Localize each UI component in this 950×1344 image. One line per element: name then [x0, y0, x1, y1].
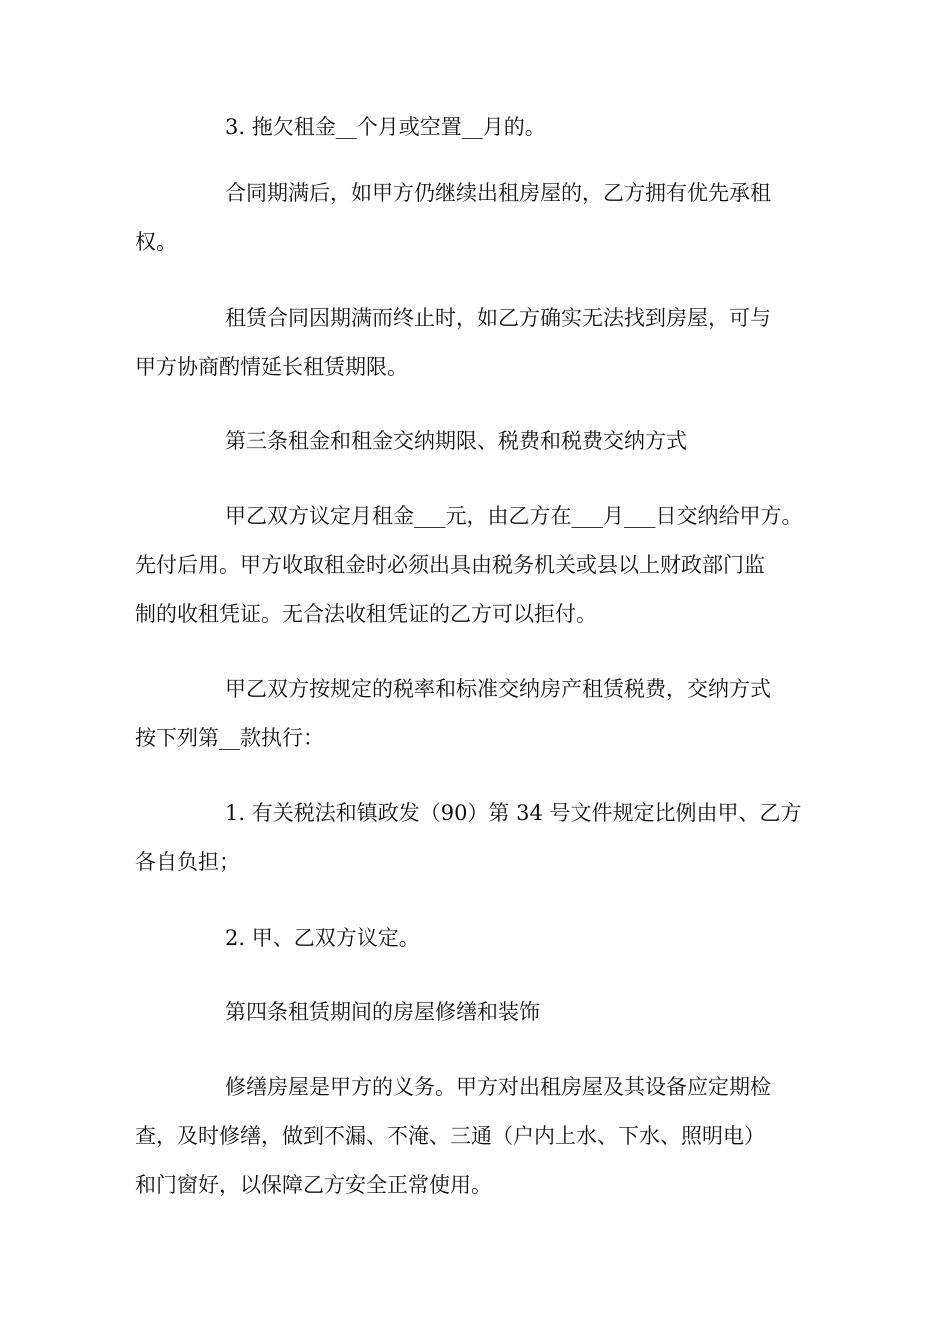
text-line: 权。	[135, 230, 177, 254]
text-line: 先付后用。甲方收取租金时必须出具由税务机关或县以上财政部门监	[135, 553, 765, 577]
paragraph-monthly-rent	[135, 500, 835, 647]
text-line: 第四条租赁期间的房屋修缮和装饰	[225, 1000, 540, 1024]
text-line: 各自负担；	[135, 850, 240, 874]
article-3-heading	[135, 425, 835, 474]
text-line: 制的收租凭证。无合法收租凭证的乙方可以拒付。	[135, 602, 597, 626]
text-line: 按下列第__款执行：	[135, 726, 324, 750]
paragraph-tax-payment	[135, 673, 835, 771]
text-line: 和门窗好，以保障乙方安全正常使用。	[135, 1173, 492, 1197]
text-line: 甲乙双方议定月租金___元，由乙方在___月___日交纳给甲方。	[225, 504, 803, 528]
clause-item-3-arrears	[135, 111, 835, 160]
clause-item-1-tax-law	[135, 797, 835, 895]
text-line: 1. 有关税法和镇政发（90）第 34 号文件规定比例由甲、乙方	[225, 801, 802, 825]
text-line: 甲乙双方按规定的税率和标准交纳房产租赁税费，交纳方式	[225, 677, 771, 701]
paragraph-priority-lease-right	[135, 177, 835, 275]
paragraph-lease-extension	[135, 302, 835, 400]
paragraph-repair-duty	[135, 1071, 835, 1218]
article-4-heading	[135, 996, 835, 1045]
text-line: 合同期满后，如甲方仍继续出租房屋的，乙方拥有优先承租	[225, 181, 771, 205]
clause-item-2-agreement	[135, 922, 835, 971]
text-line: 修缮房屋是甲方的义务。甲方对出租房屋及其设备应定期检	[225, 1075, 771, 1099]
text-line: 3. 拖欠租金__个月或空置__月的。	[225, 115, 546, 139]
text-line: 甲方协商酌情延长租赁期限。	[135, 355, 408, 379]
text-line: 第三条租金和租金交纳期限、税费和税费交纳方式	[225, 429, 687, 453]
text-line: 2. 甲、乙双方议定。	[225, 926, 420, 950]
text-line: 租赁合同因期满而终止时，如乙方确实无法找到房屋，可与	[225, 306, 771, 330]
text-line: 查，及时修缮，做到不漏、不淹、三通（户内上水、下水、照明电）	[135, 1124, 765, 1148]
